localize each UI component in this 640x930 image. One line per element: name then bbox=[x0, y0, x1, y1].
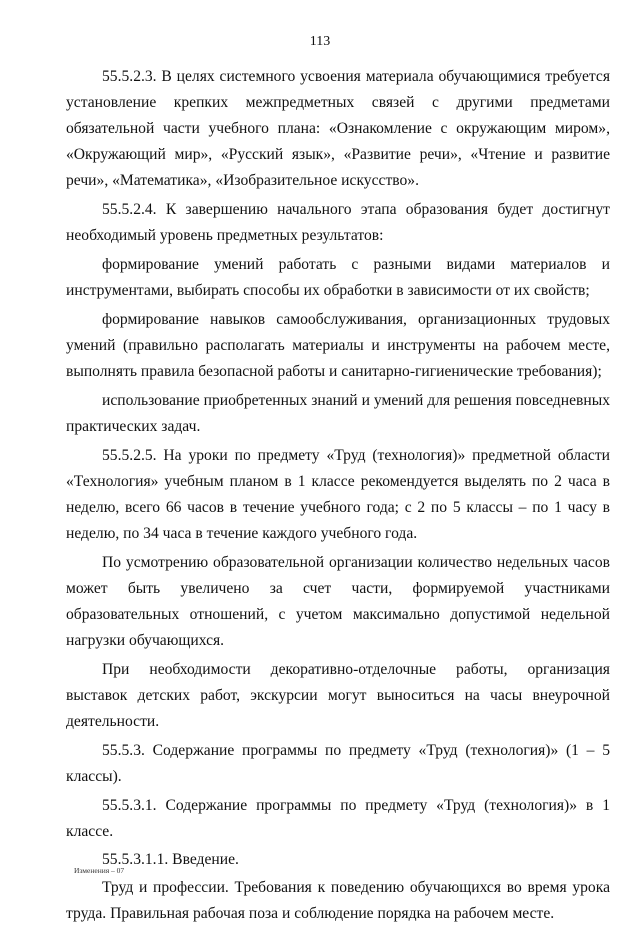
result-item-materials: формирование умений работать с разными видами материалов и инструментами, выбирать способы их обработки в зависимости от их свойств; bbox=[66, 256, 610, 299]
paragraph-55-5-2-3: 55.5.2.3. В целях системного усвоения материала обучающимися требуется установление крепких межпредметных связей с другими предметами обязательной части учебного плана: «Ознакомление с окружающим миром», «Окружающий мир», «Русский язык», «Развитие речи», «Чтение и развитие речи», «Математика», «Изобразительное искусство». bbox=[66, 68, 610, 189]
paragraph-weekly-hours: По усмотрению образовательной организации количество недельных часов может быть увеличено за счет части, формируемой участниками образовательных отношений, с учетом максимально допустимой недельной нагрузки обучающихся. bbox=[66, 554, 610, 649]
heading-55-5-3: 55.5.3. Содержание программы по предмету «Труд (технология)» (1 – 5 классы). bbox=[66, 742, 610, 785]
paragraph-introduction: Труд и профессии. Требования к поведению обучающихся во время урока труда. Правильная рабочая поза и соблюдение порядка на рабочем месте. bbox=[66, 879, 610, 922]
heading-55-5-3-1-1: 55.5.3.1.1. Введение. bbox=[102, 851, 239, 868]
paragraph-extracurricular: При необходимости декоративно-отделочные работы, организация выставок детских работ, экскурсии могут выноситься на часы внеурочной деятельности. bbox=[66, 661, 610, 730]
page-number: 113 bbox=[309, 34, 331, 49]
revision-footer: Изменения – 07 bbox=[74, 866, 125, 875]
paragraph-55-5-2-5: 55.5.2.5. На уроки по предмету «Труд (технология)» предметной области «Технология» учебным планом в 1 классе рекомендуется выделять по 2 часа в неделю, всего 66 часов в течение учебного года; с 2 по 5 классы – по 1 часу в неделю, по 34 часа в течение каждого учебного года. bbox=[66, 447, 610, 542]
result-item-practical-tasks: использование приобретенных знаний и умений для решения повседневных практических задач. bbox=[66, 392, 610, 435]
page-body bbox=[66, 64, 610, 930]
result-item-self-service: формирование навыков самообслуживания, организационных трудовых умений (правильно располагать материалы и инструменты на рабочем месте, выполнять правила безопасной работы и санитарно-гигиенические требования); bbox=[66, 311, 610, 380]
paragraph-55-5-2-4: 55.5.2.4. К завершению начального этапа образования будет достигнут необходимый уровень предметных результатов: bbox=[66, 201, 610, 244]
heading-55-5-3-1: 55.5.3.1. Содержание программы по предмету «Труд (технология)» в 1 классе. bbox=[66, 797, 610, 840]
